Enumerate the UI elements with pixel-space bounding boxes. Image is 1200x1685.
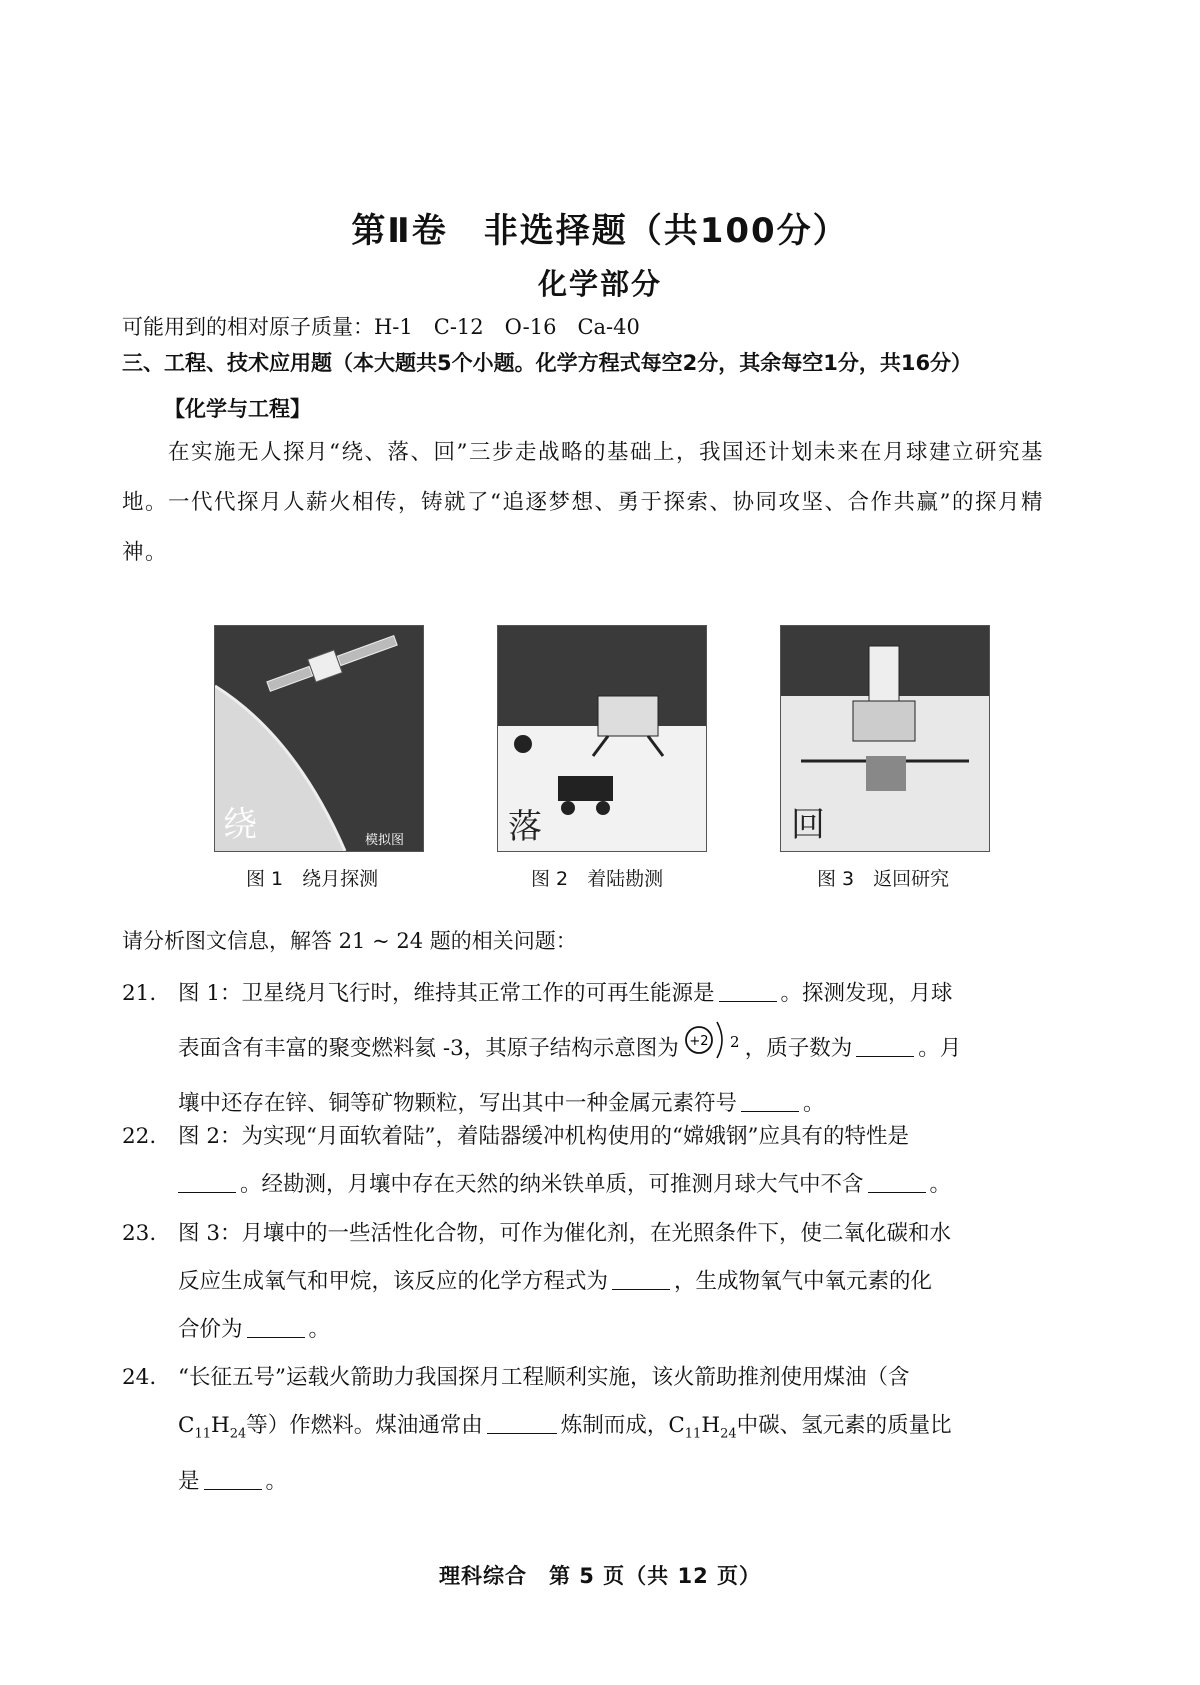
question-text: 。经勘测，月壤中存在天然的纳米铁单质，可推测月球大气中不含 <box>240 1172 864 1197</box>
atomic-mass-line: 可能用到的相对原子质量：H-1 C-12 O-16 Ca-40 <box>122 315 640 339</box>
question-text: 中碳、氢元素的质量比 <box>736 1413 952 1438</box>
question-number: 23. <box>122 1221 157 1246</box>
section-title: 三、工程、技术应用题（本大题共5个小题。化学方程式每空2分，其余每空1分，共16分） <box>122 351 973 375</box>
page-title: 第Ⅱ卷 非选择题（共100分） <box>351 211 849 251</box>
return-illustration <box>781 626 989 851</box>
question-text: 壤中还存在锌、铜等矿物颗粒，写出其中一种金属元素符号 <box>178 1091 738 1116</box>
question-text: 图 2：为实现“月面软着陆”，着陆器缓冲机构使用的“嫦娥钢”应具有的特性是 <box>178 1124 909 1149</box>
kerosene-formula: $C_{11}H_{24}$ <box>668 1413 737 1442</box>
figure-2-char: 落 <box>508 807 542 847</box>
question-text: ，质子数为 <box>744 1036 853 1061</box>
question-number: 21. <box>122 981 157 1006</box>
question-text: 。 <box>929 1172 952 1197</box>
question-text: 是 <box>178 1469 200 1495</box>
question-21 <box>122 970 1087 1128</box>
answer-blank <box>247 1317 305 1338</box>
answer-blank <box>856 1036 914 1057</box>
figure-1-image <box>214 625 424 852</box>
question-text: 等）作燃料。煤油通常由 <box>246 1413 483 1438</box>
question-text: 。月 <box>918 1036 962 1061</box>
question-text: 图 1：卫星绕月飞行时，维持其正常工作的可再生能源是 <box>178 981 715 1006</box>
question-text: 。 <box>803 1091 825 1116</box>
question-text: 。 <box>308 1317 331 1342</box>
instruction-text: 请分析图文信息，解答 21 ~ 24 题的相关问题： <box>122 929 577 953</box>
question-text: 反应生成氧气和甲烷，该反应的化学方程式为 <box>178 1269 609 1294</box>
atom-nucleus-label: +2 <box>689 1034 709 1049</box>
question-22 <box>122 1113 1087 1209</box>
question-text: 。探测发现，月球 <box>780 981 953 1006</box>
figure-3-char: 回 <box>791 805 825 845</box>
question-text: 。 <box>265 1469 288 1495</box>
question-number: 22. <box>122 1124 157 1149</box>
answer-blank <box>719 981 777 1002</box>
answer-blank <box>741 1091 799 1112</box>
helium-atom-icon <box>683 1018 741 1062</box>
question-number: 24. <box>122 1365 157 1390</box>
answer-blank <box>178 1172 236 1193</box>
question-text: ，生成物氧气中氧元素的化 <box>674 1269 933 1294</box>
topic-label: 【化学与工程】 <box>164 397 311 421</box>
kerosene-formula: $C_{11}H_{24}$ <box>178 1413 247 1442</box>
question-23 <box>122 1210 1087 1354</box>
question-24 <box>122 1354 1087 1506</box>
figure-1-watermark: 模拟图 <box>365 833 405 848</box>
intro-paragraph <box>122 428 1077 578</box>
figure-2-image <box>497 625 707 852</box>
figure-3-caption: 图 3 返回研究 <box>817 868 950 890</box>
question-text: 图 3：月壤中的一些活性化合物，可作为催化剂，在光照条件下，使二氧化碳和水 <box>178 1221 952 1246</box>
answer-blank <box>868 1172 926 1193</box>
question-text: 炼制而成， <box>560 1413 669 1438</box>
figure-1-caption: 图 1 绕月探测 <box>246 868 379 890</box>
question-text: “长征五号”运载火箭助力我国探月工程顺利实施，该火箭助推剂使用煤油（含 <box>178 1365 910 1390</box>
answer-blank <box>487 1413 557 1434</box>
atom-electron-count: 2 <box>729 1033 740 1051</box>
answer-blank <box>612 1269 670 1290</box>
question-text: 合价为 <box>178 1317 243 1342</box>
figure-2-caption: 图 2 着陆勘测 <box>531 868 664 890</box>
landing-illustration <box>498 626 706 851</box>
page-footer: 理科综合 第 5 页（共 12 页） <box>438 1564 762 1588</box>
figure-1-char: 绕 <box>223 805 257 845</box>
intro-text: 在实施无人探月“绕、落、回”三步走战略的基础上，我国还计划未来在月球建立研究基地。一代代探月人薪火相传，铸就了“追逐梦想、勇于探索、协同攻坚、合作共赢”的探月精神。 <box>122 440 1044 565</box>
question-text: 表面含有丰富的聚变燃料氦 -3，其原子结构示意图为 <box>178 1036 679 1061</box>
orbit-illustration <box>215 626 423 851</box>
answer-blank <box>204 1469 262 1490</box>
figure-3-image <box>780 625 990 852</box>
page-subtitle: 化学部分 <box>537 267 662 301</box>
atom-structure-diagram <box>683 1018 741 1080</box>
